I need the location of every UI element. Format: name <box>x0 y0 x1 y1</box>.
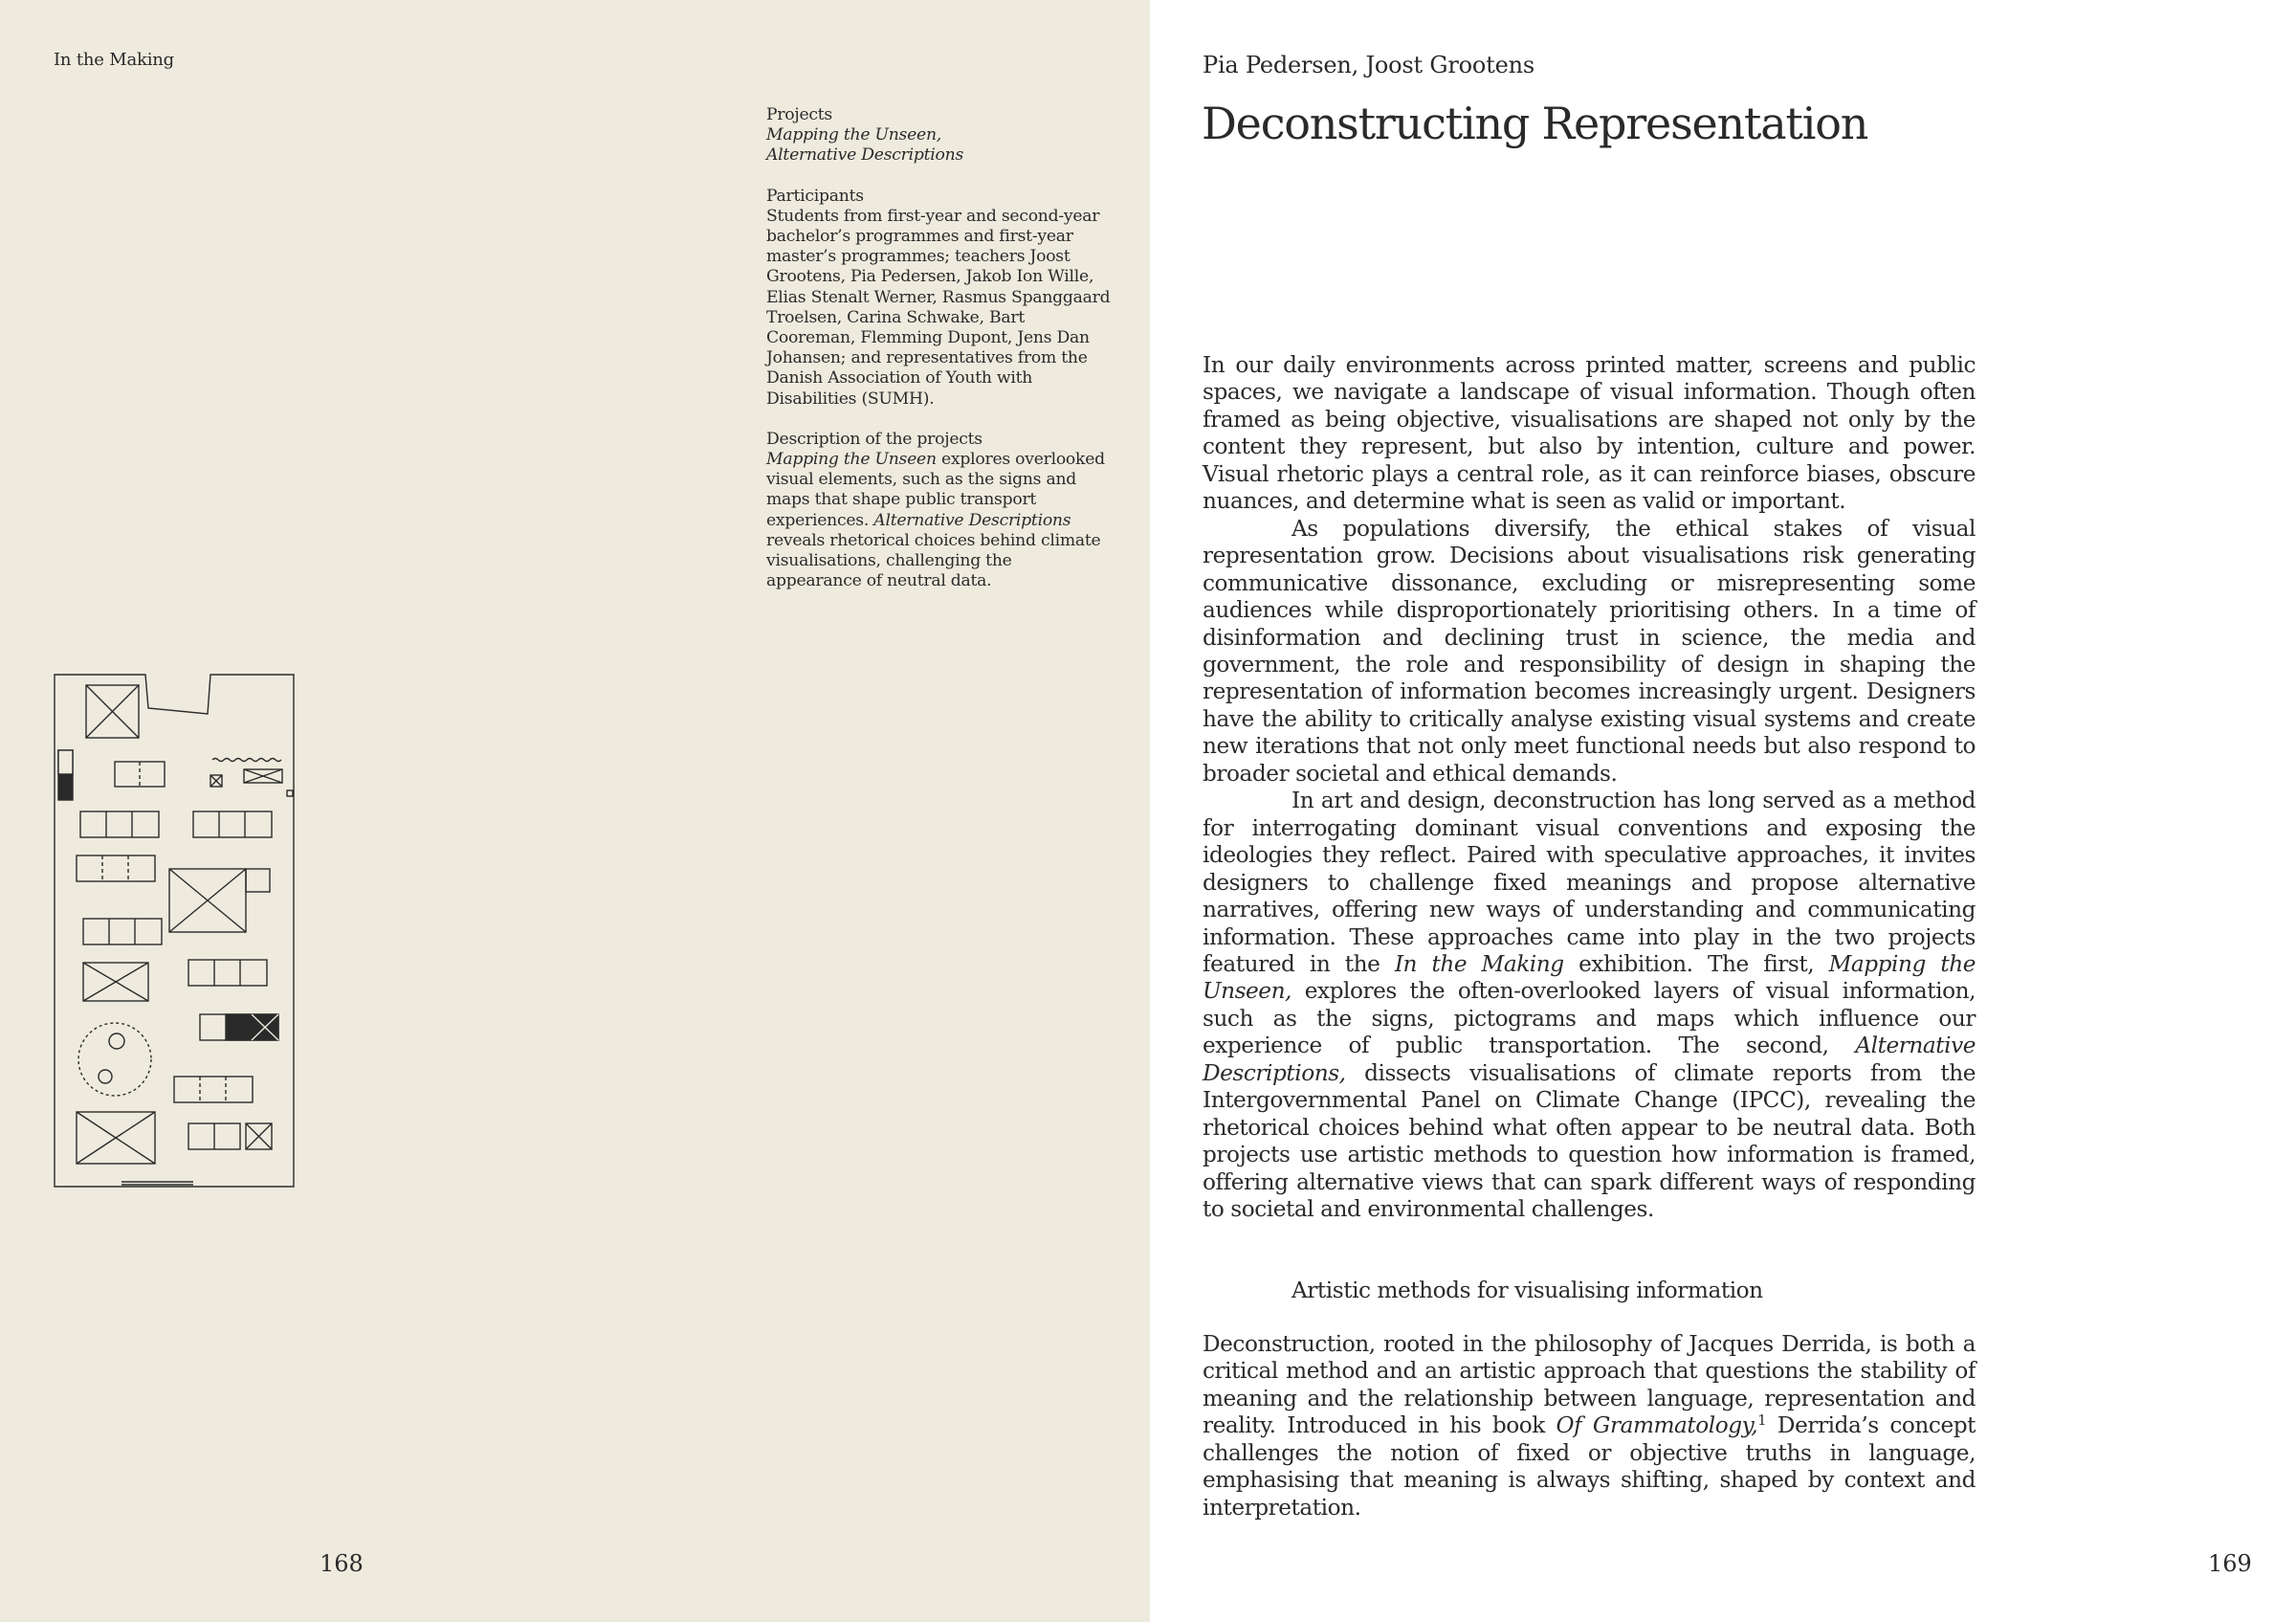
project-title-2: Alternative Descriptions <box>766 145 964 166</box>
book-title: Of Grammatology, <box>1556 1412 1758 1439</box>
page-number-left: 168 <box>320 1550 364 1577</box>
project-info-column <box>766 105 1111 611</box>
paragraph-4-part-a: Deconstruction, rooted in the philosophy of Jacques Derrida, is both a critical method and an artistic approach that questions the stability of meaning and the relationship between language, representation and reality. Introduced in his book <box>1203 1330 1976 1439</box>
project-title-1: Mapping the Unseen, <box>766 125 941 145</box>
running-head: In the Making <box>54 50 174 70</box>
paragraph-4-part-b: Derrida’s concept challenges the notion of fixed or objective truths in language, emphasising that meaning is always shifting, shaped by context and interpretation. <box>1203 1412 1976 1521</box>
paragraph-3-part-d: dissects visualisations of climate reports from the Intergovernmental Panel on Climate Change (IPCC), revealing the rhetorical choices behind what often appear to be neutral data. Both projects use artistic methods to question how information is framed, offering alternative views that can spark different ways of responding to societal and environmental challenges. <box>1203 1059 1976 1223</box>
article-authors: Pia Pedersen, Joost Grootens <box>1203 52 1534 78</box>
participants-text: Students from first-year and second-year bachelor’s programmes and first-year master’s programmes; teachers Joost Grootens, Pia Pedersen, Jakob Ion Wille, Elias Stenalt Werner, Rasmus Spanggaard Troelsen, Carina Schwake, Bart Cooreman, Flemming Dupont, Jens Dan Johansen; and representatives from the Danish Association of Youth with Disabilities (SUMH). <box>766 206 1111 409</box>
exhibition-name: In the Making <box>1394 950 1564 977</box>
description-title-2: Alternative Descriptions <box>873 510 1071 530</box>
description-label: Description of the projects <box>766 429 982 449</box>
projects-label: Projects <box>766 105 832 124</box>
paragraph-2: As populations diversify, the ethical stakes of visual representation grow. Decisions about visualisations risk generating communicative dissonance, excluding or misrepresenting some audiences while disproportionately prioritising others. In a time of disinformation and declining trust in science, the media and government, the role and responsibility of design in shaping the representation of information becomes increasingly urgent. Designers have the ability to critically analyse existing visual systems and create new iterations that not only meet functional needs but also respond to broader societal and ethical demands. <box>1203 515 1976 787</box>
paragraph-3-part-b: exhibition. The first, <box>1563 950 1829 977</box>
section-subheading: Artistic methods for visualising information <box>1292 1277 1763 1303</box>
page-number-right: 169 <box>2208 1550 2252 1577</box>
participants-label: Participants <box>766 186 864 206</box>
paragraph-4 <box>1203 1331 1976 1522</box>
description-title-1: Mapping the Unseen <box>766 450 937 470</box>
article-body <box>1203 352 1976 1522</box>
description-text-1: explores overlooked visual elements, such as the signs and maps that shape public transport experiences. <box>766 450 1105 530</box>
paragraph-1: In our daily environments across printed matter, screens and public spaces, we navigate a landscape of visual information. Though often framed as being objective, visualisations are shaped not only by the content they represent, but also by intention, culture and power. Visual rhetoric plays a central role, as it can reinforce biases, obscure nuances, and determine what is seen as valid or important. <box>1203 352 1976 515</box>
description-text-2: reveals rhetorical choices behind climate visualisations, challenging the appearance of neutral data. <box>766 530 1101 591</box>
projects-block <box>766 105 1111 167</box>
paragraph-3-part-c: explores the often-overlooked layers of visual information, such as the signs, pictograms and maps which influence our experience of public transportation. The second, <box>1203 978 1976 1059</box>
description-block <box>766 430 1111 592</box>
project-name-2: Alternative Descriptions, <box>1203 1033 1976 1086</box>
footnote-marker[interactable]: 1 <box>1757 1411 1767 1430</box>
project-name-1: Mapping the Unseen, <box>1203 950 1976 1005</box>
paragraph-3-part-a: In art and design, deconstruction has long served as a method for interrogating dominant visual conventions and exposing the ideologies they reflect. Paired with speculative approaches, it invites designers to challenge fixed meanings and propose alternative narratives, offering new ways of understanding and communicating information. These approaches came into play in the two projects featured in the <box>1203 788 1976 977</box>
article-title: Deconstructing Representation <box>1202 98 1868 149</box>
participants-block <box>766 187 1111 410</box>
exhibition-floorplan-image <box>50 670 298 1191</box>
paragraph-3 <box>1203 788 1976 1223</box>
